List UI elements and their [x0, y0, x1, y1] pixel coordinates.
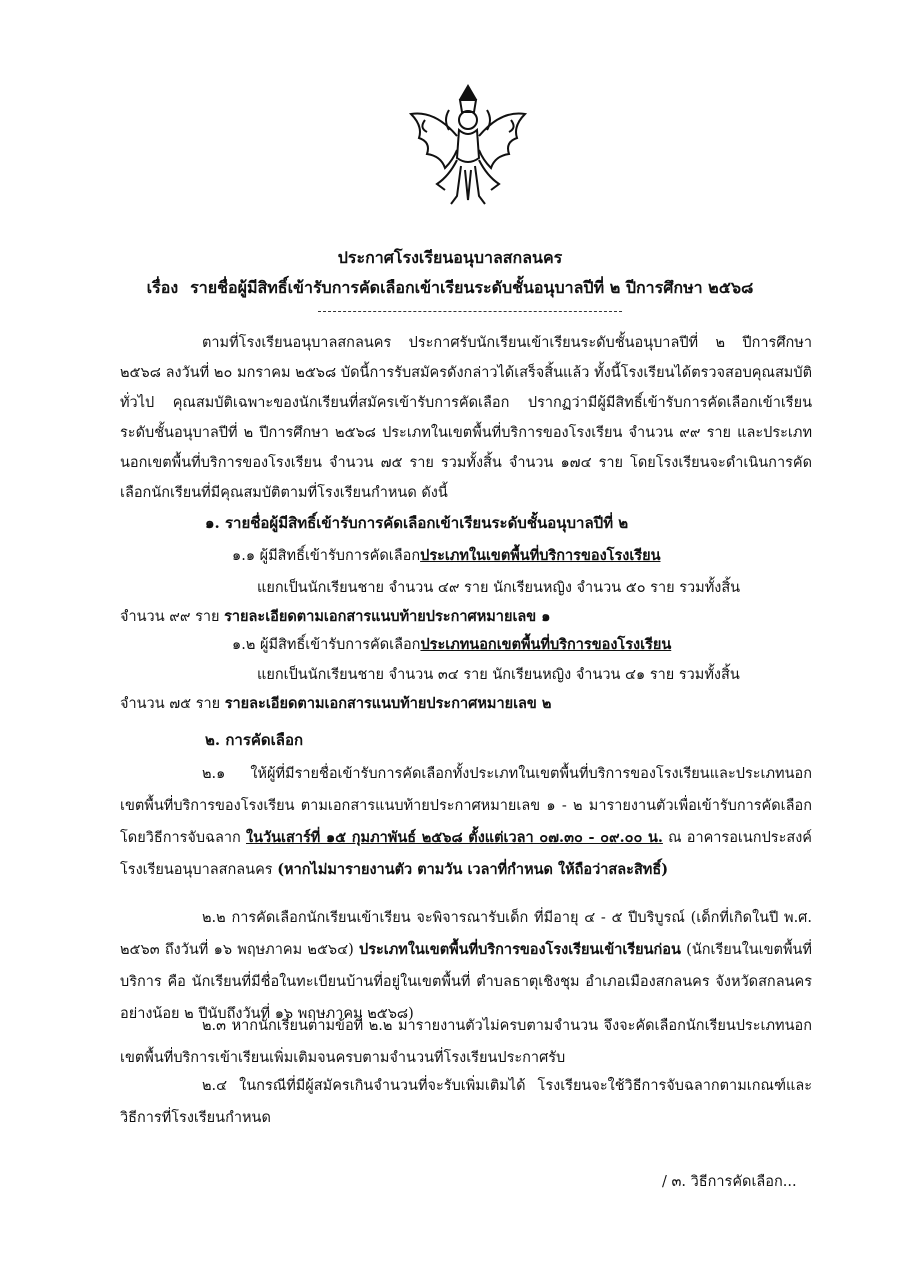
- subject-label: เรื่อง: [146, 278, 179, 297]
- section-2-2-note: (นักเรียนในเขตพื้นที่บริการ คือ นักเรียนที่มีชื่อในทะเบียนบ้านที่อยู่ในเขตพื้นที่ ตำบลธาตุเชิงชุม อำเภอเมืองสกลนคร จังหวัดสกลนคร อย่างน้อย ๒ ปีนับถึงวันที่ ๑๖ พฤษภาคม ๒๕๖๘): [120, 942, 812, 1022]
- section-1-heading: ๑. รายชื่อผู้มีสิทธิ์เข้ารับการคัดเลือกเข้าเรียนระดับชั้นอนุบาลปีที่ ๒: [205, 514, 629, 532]
- announcement-subject: [0, 276, 900, 301]
- section-2-1-paragraph: [120, 758, 812, 886]
- section-2-1-date: ในวันเสาร์ที่ ๑๕ กุมภาพันธ์ ๒๕๖๘ ตั้งแต่เวลา ๐๗.๓๐ - ๐๙.๐๐ น.: [245, 829, 663, 846]
- section-1-2-total-count: จำนวน ๗๕ ราย: [120, 696, 225, 712]
- section-2-3-paragraph: ๒.๓ หากนักเรียนตามข้อที่ ๒.๒ มารายงานตัวไม่ครบตามจำนวน จึงจะคัดเลือกนักเรียนประเภทนอกเขตพื้นที่บริการเข้าเรียนเพิ่มเติมจนครบตามจำนวนที่โรงเรียนประกาศรับ: [120, 1018, 812, 1066]
- garuda-emblem-icon: [405, 80, 531, 210]
- section-1-1-total-count: จำนวน ๙๙ ราย: [120, 609, 225, 625]
- section-1-1-total: [120, 605, 812, 628]
- header-divider: [318, 311, 622, 312]
- section-1-2-total: [120, 692, 812, 715]
- section-1-1-attachment: รายละเอียดตามเอกสารแนบท้ายประกาศหมายเลข ๑: [224, 608, 551, 625]
- section-1-1-type: ประเภทในเขตพื้นที่บริการของโรงเรียน: [420, 547, 661, 564]
- section-2-1-warning: (หากไม่มารายงานตัว ตามวัน เวลาที่กำหนด ให้ถือว่าสละสิทธิ์): [277, 861, 669, 878]
- section-1-2-heading: [232, 633, 671, 656]
- continuation-footer: / ๓. วิธีการคัดเลือก...: [662, 1174, 797, 1190]
- section-1-1-heading: [232, 544, 660, 567]
- section-2-1-text: ๒.๑ ให้ผู้ที่มีรายชื่อเข้ารับการคัดเลือกทั้งประเภทในเขตพื้นที่บริการของโรงเรียนและประเภทนอกเขตพื้นที่บริการของโรงเรียน ตามเอกสารแนบท้ายประกาศหมายเลข ๑ - ๒ มารายงานตัวเพื่อเข้ารับการคัดเลือกโดยวิธีการจับฉลาก: [120, 766, 812, 846]
- announcement-title: ประกาศโรงเรียนอนุบาลสกลนคร: [337, 248, 563, 267]
- section-1-2-label: ๑.๒ ผู้มีสิทธิ์เข้ารับการคัดเลือก: [232, 637, 421, 653]
- section-2-2-priority: ประเภทในเขตพื้นที่บริการของโรงเรียนเข้าเรียนก่อน: [359, 941, 681, 958]
- section-1-2-type: ประเภทนอกเขตพื้นที่บริการของโรงเรียน: [420, 636, 672, 653]
- section-2-2-text: ๒.๒ การคัดเลือกนักเรียนเข้าเรียน จะพิจารณารับเด็ก ที่มีอายุ ๔ - ๕ ปีบริบูรณ์ (เด็กที่เกิดในปี พ.ศ. ๒๕๖๓ ถึงวันที่ ๑๖ พฤษภาคม ๒๕๖๔): [120, 910, 812, 958]
- section-2-heading: ๒. การคัดเลือก: [205, 731, 304, 749]
- section-1-1-counts: แยกเป็นนักเรียนชาย จำนวน ๔๙ ราย นักเรียนหญิง จำนวน ๕๐ ราย รวมทั้งสิ้น: [257, 580, 741, 596]
- intro-paragraph: ตามที่โรงเรียนอนุบาลสกลนคร ประกาศรับนักเรียนเข้าเรียนระดับชั้นอนุบาลปีที่ ๒ ปีการศึกษา ๒๕๖๘ ลงวันที่ ๒๐ มกราคม ๒๕๖๘ บัดนี้การรับสมัครดังกล่าวได้เสร็จสิ้นแล้ว ทั้งนี้โรงเรียนได้ตรวจสอบคุณสมบัติทั่วไป คุณสมบัติเฉพาะของนักเรียนที่สมัครเข้ารับการคัดเลือก ปรากฏว่ามีผู้มีสิทธิ์เข้ารับการคัดเลือกเข้าเรียนระดับชั้นอนุบาลปีที่ ๒ ปีการศึกษา ๒๕๖๘ ประเภทในเขตพื้นที่บริการของโรงเรียน จำนวน ๙๙ ราย และประเภทนอกเขตพื้นที่บริการของโรงเรียน จำนวน ๗๕ ราย รวมทั้งสิ้น จำนวน ๑๗๔ ราย โดยโรงเรียนจะดำเนินการคัดเลือกนักเรียนที่มีคุณสมบัติตามที่โรงเรียนกำหนด ดังนี้: [120, 335, 812, 501]
- section-2-1-location: ณ อาคารอเนกประสงค์ โรงเรียนอนุบาลสกลนคร: [120, 830, 812, 878]
- section-1-2-attachment: รายละเอียดตามเอกสารแนบท้ายประกาศหมายเลข ๒: [224, 695, 552, 712]
- subject-text: รายชื่อผู้มีสิทธิ์เข้ารับการคัดเลือกเข้าเรียนระดับชั้นอนุบาลปีที่ ๒ ปีการศึกษา ๒๕๖๘: [190, 278, 754, 297]
- section-2-4-paragraph: ๒.๔ ในกรณีที่มีผู้สมัครเกินจำนวนที่จะรับเพิ่มเติมได้ โรงเรียนจะใช้วิธีการจับฉลากตามเกณฑ์และวิธีการที่โรงเรียนกำหนด: [120, 1078, 812, 1126]
- section-1-2-counts: แยกเป็นนักเรียนชาย จำนวน ๓๔ ราย นักเรียนหญิง จำนวน ๔๑ ราย รวมทั้งสิ้น: [257, 667, 740, 683]
- section-1-1-label: ๑.๑ ผู้มีสิทธิ์เข้ารับการคัดเลือก: [232, 548, 421, 564]
